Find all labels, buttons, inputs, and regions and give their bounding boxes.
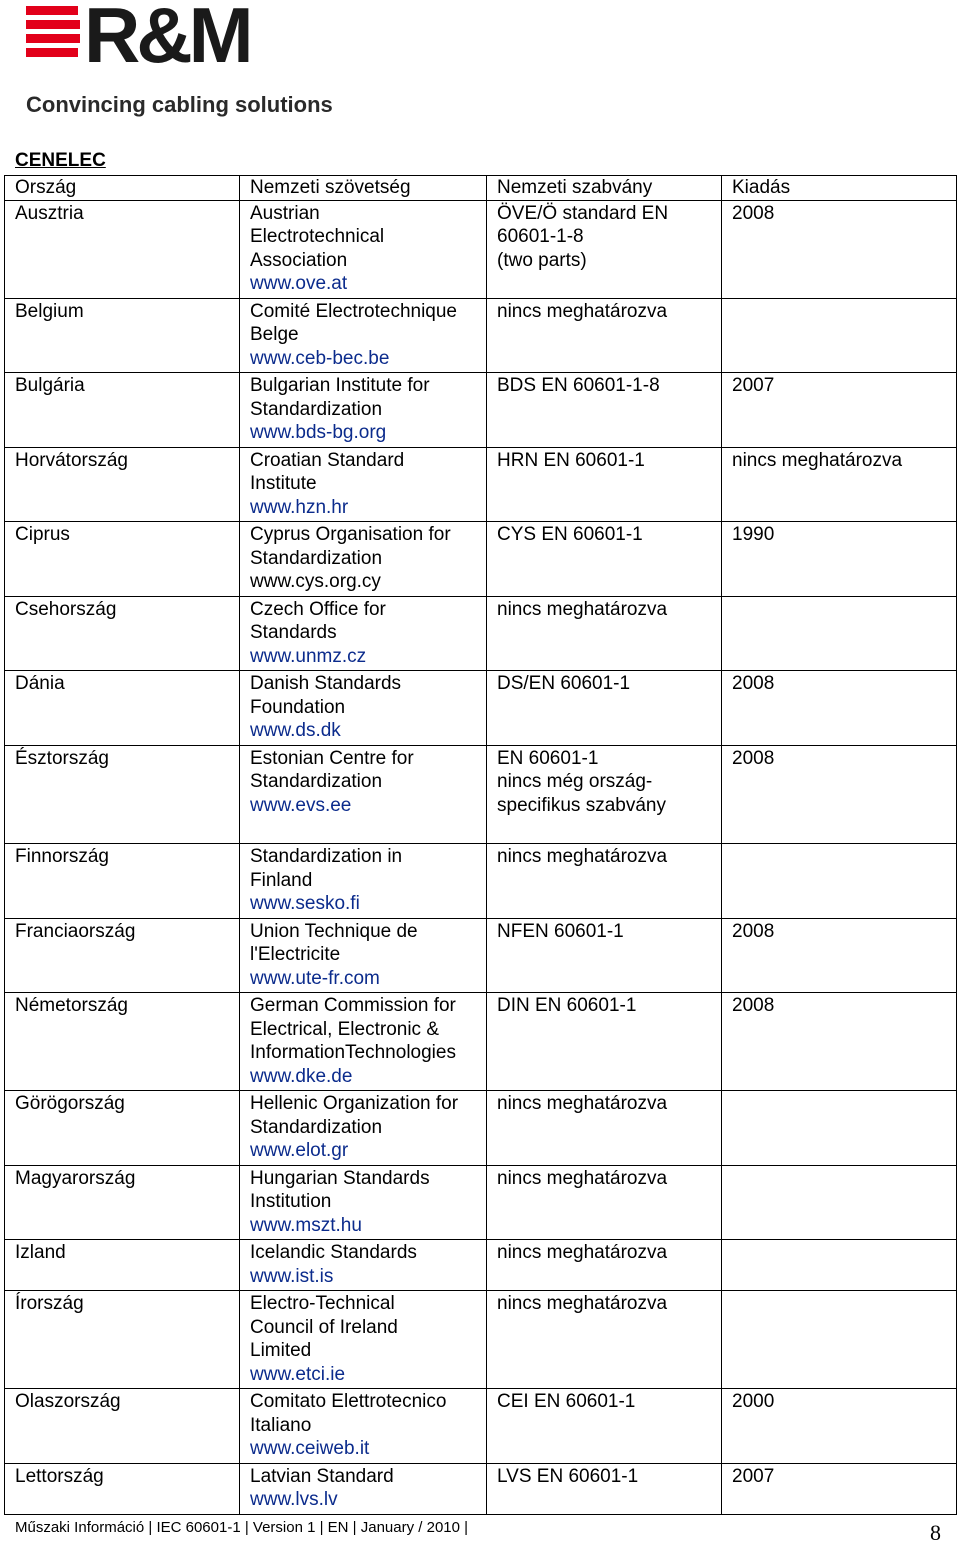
organization-website-link[interactable]: www.unmz.cz <box>250 645 367 667</box>
standard-line: nincs meghatározva <box>497 300 668 322</box>
table-row <box>5 1091 957 1166</box>
cell-organization <box>240 373 487 448</box>
cell-country: Dánia <box>5 671 240 746</box>
organization-line: Bulgarian Institute for <box>250 375 430 396</box>
cell-organization <box>240 200 487 298</box>
organization-website-link[interactable]: www.elot.gr <box>250 1140 349 1161</box>
organization-line: Union Technique de <box>250 920 418 942</box>
cell-standard <box>487 522 722 597</box>
organization-line: Foundation <box>250 696 346 718</box>
cell-edition: 2007 <box>722 373 957 448</box>
table-row <box>5 596 957 671</box>
cell-standard <box>487 993 722 1091</box>
cell-edition: 2008 <box>722 993 957 1091</box>
standard-line: nincs meghatározva <box>497 1167 668 1189</box>
cell-standard <box>487 447 722 522</box>
cell-standard <box>487 1291 722 1389</box>
cell-edition <box>722 596 957 671</box>
cell-country: Csehország <box>5 596 240 671</box>
organization-line: l'Electricite <box>250 944 341 965</box>
table-row <box>5 522 957 597</box>
organization-website-link[interactable]: www.lvs.lv <box>250 1489 338 1510</box>
organization-website-link[interactable]: www.ceiweb.it <box>250 1438 370 1459</box>
standard-line: nincs meghatározva <box>497 1093 668 1114</box>
organization-website-link[interactable]: www.evs.ee <box>250 794 352 816</box>
organization-line: German Commission for <box>250 995 456 1016</box>
table-row <box>5 671 957 746</box>
cell-edition: 2008 <box>722 671 957 746</box>
organization-website-link[interactable]: www.ceb-bec.be <box>250 347 390 369</box>
organization-line: Council of Ireland <box>250 1316 398 1338</box>
standard-line: 60601-1-8 <box>497 226 584 247</box>
cell-standard <box>487 918 722 993</box>
cell-standard <box>487 1463 722 1514</box>
cell-edition <box>722 1091 957 1166</box>
cell-organization <box>240 1165 487 1240</box>
organization-website-link[interactable]: www.ove.at <box>250 273 348 294</box>
organization-line: Czech Office for <box>250 598 386 620</box>
organization-line: Croatian Standard <box>250 449 405 471</box>
standard-line: specifikus szabvány <box>497 794 666 816</box>
cell-standard <box>487 1240 722 1291</box>
organization-line: Hellenic Organization for <box>250 1093 459 1114</box>
cell-country: Lettország <box>5 1463 240 1514</box>
standard-line: nincs meghatározva <box>497 1293 668 1314</box>
organization-line: Austrian <box>250 202 320 224</box>
header-organization: Nemzeti szövetség <box>240 176 487 201</box>
organization-line: Electro-Technical <box>250 1293 395 1314</box>
standard-line: HRN EN 60601-1 <box>497 449 645 471</box>
cell-edition <box>722 844 957 919</box>
standard-line: nincs meghatározva <box>497 846 668 867</box>
organization-line: Electrotechnical <box>250 226 385 247</box>
cell-edition: 1990 <box>722 522 957 597</box>
logo-tagline: Convincing cabling solutions <box>26 92 333 117</box>
cell-country: Németország <box>5 993 240 1091</box>
cell-organization <box>240 1091 487 1166</box>
organization-line: Comité Electrotechnique <box>250 300 457 322</box>
logo-brand: R&M <box>84 0 250 79</box>
cell-edition: 2007 <box>722 1463 957 1514</box>
table-row <box>5 373 957 448</box>
cell-standard <box>487 1389 722 1464</box>
header-edition: Kiadás <box>722 176 957 201</box>
standard-line: nincs meghatározva <box>497 1242 668 1263</box>
organization-line: Standardization <box>250 1116 383 1138</box>
organization-website-link[interactable]: www.etci.ie <box>250 1363 346 1385</box>
organization-line: Standardization in <box>250 846 403 867</box>
organization-line: Standardization <box>250 547 383 569</box>
cell-edition <box>722 298 957 373</box>
standard-line: LVS EN 60601-1 <box>497 1465 639 1487</box>
organization-website-link[interactable]: www.ds.dk <box>250 720 341 741</box>
page-number: 8 <box>930 1520 941 1545</box>
cell-country: Finnország <box>5 844 240 919</box>
cell-standard <box>487 844 722 919</box>
cell-edition: nincs meghatározva <box>722 447 957 522</box>
table-row <box>5 298 957 373</box>
table-header-row <box>5 176 957 201</box>
cell-country: Olaszország <box>5 1389 240 1464</box>
cell-organization <box>240 1463 487 1514</box>
section-title: CENELEC <box>15 150 106 171</box>
standard-line: nincs meghatározva <box>497 598 668 620</box>
table-row <box>5 844 957 919</box>
cell-organization <box>240 522 487 597</box>
organization-line: InformationTechnologies <box>250 1042 456 1063</box>
organization-line: Latvian Standard <box>250 1465 394 1487</box>
organization-line: Italiano <box>250 1414 312 1436</box>
organization-line: www.cys.org.cy <box>250 571 381 592</box>
table-row <box>5 1165 957 1240</box>
standard-line: DIN EN 60601-1 <box>497 995 637 1016</box>
table-row <box>5 745 957 844</box>
organization-line: Electrical, Electronic & <box>250 1018 440 1040</box>
organization-website-link[interactable]: www.ist.is <box>250 1265 334 1287</box>
cell-organization <box>240 745 487 844</box>
cell-organization <box>240 918 487 993</box>
cell-organization <box>240 844 487 919</box>
organization-website-link[interactable]: www.bds-bg.org <box>250 422 387 443</box>
cell-standard <box>487 745 722 844</box>
cell-edition: 2008 <box>722 200 957 298</box>
standard-line: ÖVE/Ö standard EN <box>497 202 669 224</box>
cell-country: Ciprus <box>5 522 240 597</box>
cell-standard <box>487 671 722 746</box>
cell-country: Görögország <box>5 1091 240 1166</box>
header-standard: Nemzeti szabvány <box>487 176 722 201</box>
organization-line: Institution <box>250 1191 332 1212</box>
table-row <box>5 200 957 298</box>
organization-line: Limited <box>250 1340 312 1361</box>
organization-line: Institute <box>250 473 317 494</box>
organization-website-link[interactable]: www.sesko.fi <box>250 893 360 914</box>
cell-edition <box>722 1291 957 1389</box>
cell-country: Észtország <box>5 745 240 844</box>
cell-organization <box>240 1240 487 1291</box>
standard-line: (two parts) <box>497 249 587 271</box>
cell-organization <box>240 447 487 522</box>
organization-website-link[interactable]: www.dke.de <box>250 1065 353 1087</box>
cell-country: Ausztria <box>5 200 240 298</box>
cell-standard <box>487 200 722 298</box>
table-row <box>5 1291 957 1389</box>
organization-line: Danish Standards <box>250 673 402 694</box>
cell-country: Bulgária <box>5 373 240 448</box>
cell-edition: 2000 <box>722 1389 957 1464</box>
logo-bars <box>26 6 80 62</box>
cell-organization <box>240 1291 487 1389</box>
standards-table <box>4 175 957 1515</box>
cell-country: Belgium <box>5 298 240 373</box>
table-row <box>5 1389 957 1464</box>
organization-line: Standardization <box>250 771 383 792</box>
cell-edition <box>722 1165 957 1240</box>
organization-line: Finland <box>250 869 313 891</box>
table-row <box>5 918 957 993</box>
standard-line: CEI EN 60601-1 <box>497 1391 636 1412</box>
cell-country: Magyarország <box>5 1165 240 1240</box>
organization-line: Icelandic Standards <box>250 1242 417 1263</box>
organization-line: Association <box>250 249 348 271</box>
organization-line: Belge <box>250 324 299 345</box>
table-row <box>5 1240 957 1291</box>
standard-line: CYS EN 60601-1 <box>497 524 643 545</box>
cell-standard <box>487 1091 722 1166</box>
cell-organization <box>240 993 487 1091</box>
cell-standard <box>487 373 722 448</box>
table-row <box>5 993 957 1091</box>
table-row <box>5 447 957 522</box>
organization-line: Estonian Centre for <box>250 747 414 769</box>
cell-country: Franciaország <box>5 918 240 993</box>
standard-line: nincs még ország- <box>497 771 653 792</box>
organization-website-link[interactable]: www.hzn.hr <box>250 496 349 518</box>
standard-line: EN 60601-1 <box>497 747 599 769</box>
organization-line: Cyprus Organisation for <box>250 524 451 545</box>
cell-country: Izland <box>5 1240 240 1291</box>
footer-text: Műszaki Információ | IEC 60601-1 | Version 1 | EN | January / 2010 | <box>15 1519 469 1536</box>
organization-website-link[interactable]: www.ute-fr.com <box>250 967 380 989</box>
cell-organization <box>240 298 487 373</box>
organization-line: Hungarian Standards <box>250 1167 430 1189</box>
table-row <box>5 1463 957 1514</box>
cell-edition: 2008 <box>722 745 957 844</box>
cell-standard <box>487 596 722 671</box>
cell-organization <box>240 671 487 746</box>
standard-line: BDS EN 60601-1-8 <box>497 375 660 396</box>
organization-line: Standardization <box>250 398 383 420</box>
cell-country: Horvátország <box>5 447 240 522</box>
cell-edition: 2008 <box>722 918 957 993</box>
organization-line: Comitato Elettrotecnico <box>250 1391 447 1412</box>
cell-standard <box>487 1165 722 1240</box>
rm-logo <box>26 0 386 124</box>
cell-standard <box>487 298 722 373</box>
cell-edition <box>722 1240 957 1291</box>
standard-line: NFEN 60601-1 <box>497 920 624 942</box>
standard-line: DS/EN 60601-1 <box>497 673 631 694</box>
header-country: Ország <box>5 176 240 201</box>
cell-organization <box>240 596 487 671</box>
cell-country: Írország <box>5 1291 240 1389</box>
cell-organization <box>240 1389 487 1464</box>
organization-website-link[interactable]: www.mszt.hu <box>250 1214 362 1236</box>
organization-line: Standards <box>250 622 337 643</box>
